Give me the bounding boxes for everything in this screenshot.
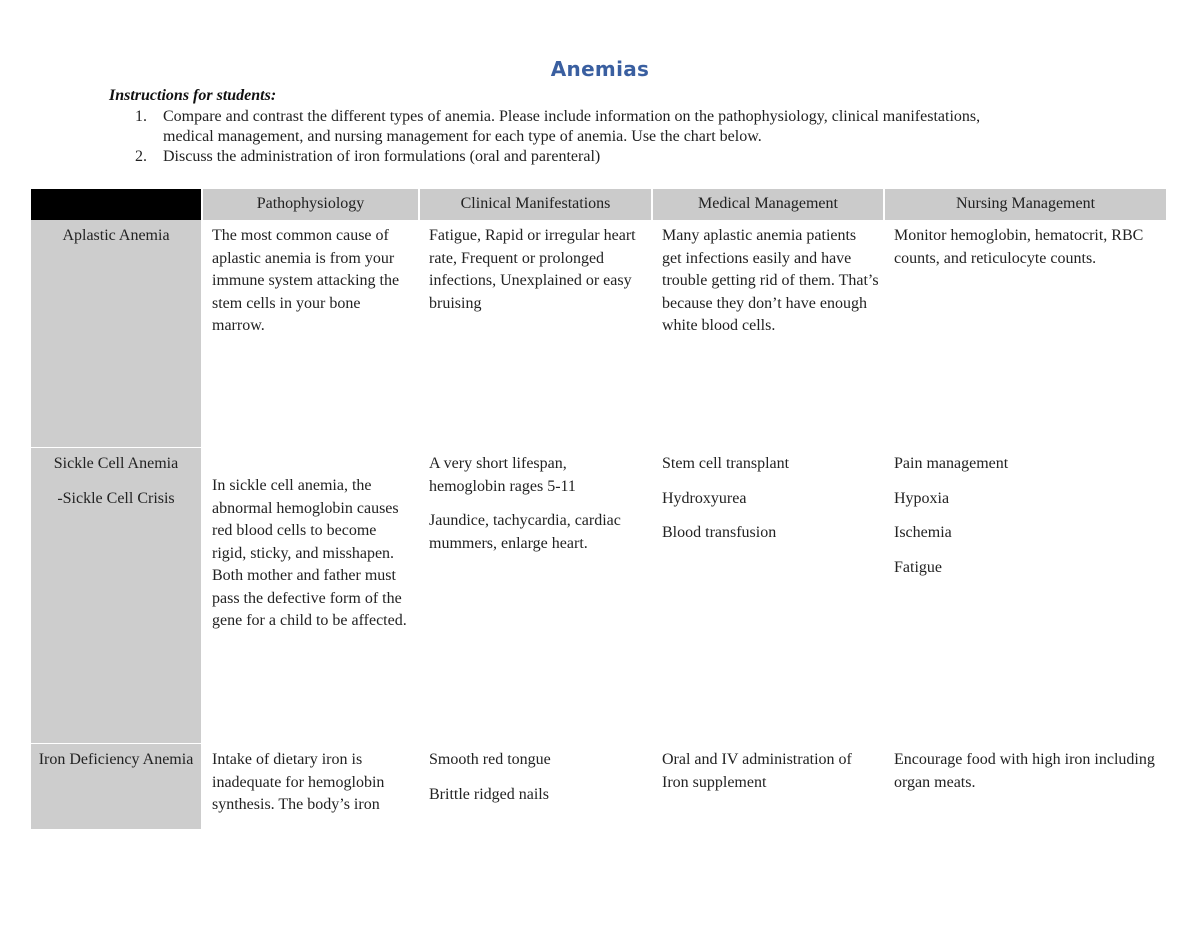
row-header xyxy=(31,744,203,829)
page-title: Anemias xyxy=(550,57,650,81)
cell-text: The most common cause of aplastic anemia is from your immune system attacking the stem cells in your bone marrow. xyxy=(212,227,400,334)
header-clinical-manifestations: Clinical Manifestations xyxy=(420,189,653,220)
nursing-management-cell xyxy=(885,744,1168,829)
cell-text: Jaundice, tachycardia, cardiac mummers, enlarge heart. xyxy=(429,512,621,552)
table-row-iron-deficiency-anemia xyxy=(31,744,1168,829)
instruction-text: Compare and contrast the different types of anemia. Please include information on the pathophysiology, clinical manifestations, medical management, and nursing management for each type of anemia. Use the chart below. xyxy=(163,108,981,145)
instructions-heading: Instructions for students: xyxy=(109,87,277,104)
nursing-management-cell xyxy=(885,220,1168,448)
row-label: Iron Deficiency Anemia xyxy=(38,751,194,768)
cell-text: Stem cell transplant xyxy=(662,455,790,472)
header-nursing-management: Nursing Management xyxy=(885,189,1168,220)
row-header xyxy=(31,448,203,744)
cell-text: Hypoxia xyxy=(894,489,950,507)
cell-text: Ischemia xyxy=(894,524,952,541)
cell-text: Brittle ridged nails xyxy=(429,785,549,803)
cell-text: Encourage food with high iron including organ meats. xyxy=(894,751,1155,791)
pathophysiology-cell xyxy=(203,744,420,829)
cell-text: Hydroxyurea xyxy=(662,489,747,507)
table-row-aplastic-anemia xyxy=(31,220,1168,448)
cell-text: Monitor hemoglobin, hematocrit, RBC counts, and reticulocyte counts. xyxy=(894,227,1144,267)
cell-text: Fatigue, Rapid or irregular heart rate, Frequent or prolonged infections, Unexplained or easy bruising xyxy=(429,227,636,312)
instruction-number: 1. xyxy=(135,108,147,125)
cell-text: Fatigue xyxy=(894,558,942,576)
header-medical-management: Medical Management xyxy=(653,189,885,220)
medical-management-cell xyxy=(653,744,885,829)
nursing-management-cell xyxy=(885,448,1168,744)
row-label: Sickle Cell Anemia xyxy=(53,455,179,472)
cell-text: In sickle cell anemia, the abnormal hemoglobin causes red blood cells to become rigid, sticky, and misshapen. Both mother and father must pass the defective form of the gene for a child to be affected. xyxy=(212,477,407,629)
cell-text: Many aplastic anemia patients get infections easily and have trouble getting rid of them. That’s because they don’t have enough white blood cells. xyxy=(662,227,879,334)
pathophysiology-cell xyxy=(203,220,420,448)
anemia-comparison-table xyxy=(31,189,1168,829)
clinical-manifestations-cell xyxy=(420,744,653,829)
cell-text: Intake of dietary iron is inadequate for hemoglobin synthesis. The body’s iron xyxy=(212,751,385,813)
pathophysiology-cell xyxy=(203,448,420,744)
table-row-sickle-cell-anemia xyxy=(31,448,1168,744)
instruction-item xyxy=(135,147,1015,167)
medical-management-cell xyxy=(653,220,885,448)
row-label: Aplastic Anemia xyxy=(62,227,170,244)
row-sublabel: -Sickle Cell Crisis xyxy=(57,489,175,507)
header-blank-cell xyxy=(31,189,203,220)
cell-text: Pain management xyxy=(894,455,1009,472)
cell-text: Blood transfusion xyxy=(662,524,777,541)
instructions-list xyxy=(135,107,1015,167)
clinical-manifestations-cell xyxy=(420,448,653,744)
cell-text: A very short lifespan, hemoglobin rages 5-11 xyxy=(429,455,576,495)
medical-management-cell xyxy=(653,448,885,744)
table-header-row xyxy=(31,189,1168,220)
cell-text: Oral and IV administration of Iron supplement xyxy=(662,751,852,791)
instruction-number: 2. xyxy=(135,148,147,165)
cell-text: Smooth red tongue xyxy=(429,751,551,768)
row-header xyxy=(31,220,203,448)
clinical-manifestations-cell xyxy=(420,220,653,448)
instruction-item xyxy=(135,107,1015,147)
header-pathophysiology: Pathophysiology xyxy=(203,189,420,220)
instruction-text: Discuss the administration of iron formulations (oral and parenteral) xyxy=(163,148,601,165)
